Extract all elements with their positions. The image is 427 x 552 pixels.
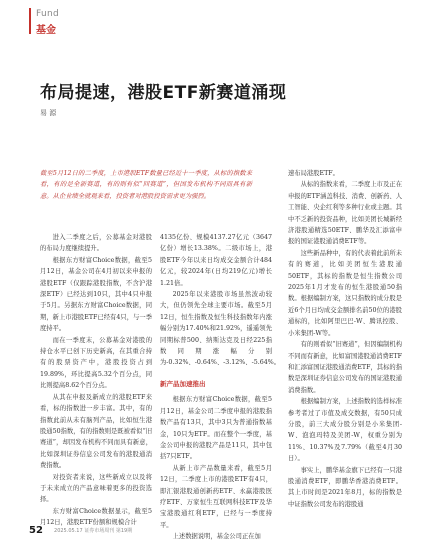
paragraph: 从标的指数来看，二季度上市及正在申报的ETF涵盖科技、消费、创新药、人工智能、央企红利等多种行业或主题。其中不乏新的投资品种，比如美团长城新经济港股通精选50ETF、鹏华及汇添富申报的国证港股通消费ETF等。 <box>288 181 402 246</box>
paragraph: 进入二季度之后，公募基金对港股的布局力度继续提升。 <box>40 234 152 253</box>
issue-info: 2025.05.17 证券市场周刊 第19期 <box>54 528 133 534</box>
paragraph: 事实上，鹏华基金旗下已经有一只港股通消费ETF，即鹏华香港消费ETF。其上市时间是2021年8月，标的指数是中证指数公司发布的港股通 <box>288 466 402 508</box>
article-title: 布局提速，港股ETF新赛道涌现 <box>40 83 287 103</box>
page-number: 52 <box>29 525 43 536</box>
paragraph: 从新上市产品数量来看，截至5月12日，二季度上市的港股ETF有4只，即汇银港股通创新药ETF、永赢港股医疗ETF、万家恒生互联网科技ETF及华宝港股通红利ETF，已经与一季度持平。 <box>160 464 272 529</box>
section-label-en: Fund <box>36 9 60 19</box>
article-abstract: 截至5月12日的二季度，上市港股ETF数量已经近十一季度，从标的指数来看，有的是全新赛道，有的则有似“回赛道”，但国发布机构不同而具有新意。从企业绩全就观来看，投资者对港股投资需求更为强烈。 <box>40 170 252 200</box>
section-subheading: 新产品加速推出 <box>160 379 206 388</box>
paragraph: 上述数据说明，基金公司正在加 <box>172 533 261 541</box>
article-author: 易 源 <box>40 109 57 117</box>
paragraph: 根据东方财富Choice数据，截至5月12日，基金公司在4月初以来申报的港股ETF（仅跟踪港股指数，不含沪港深ETF）已经达到10只，其中4只申报于5月。另据东方财富Choice数据，同期，新上市港股ETF已经有4只，与一季度持平。 <box>40 256 152 333</box>
paragraph: 速布局港股ETF。 <box>288 170 339 177</box>
section-marker <box>29 8 31 34</box>
paragraph: 有的则看似“旧赛道”，但因编制机构不同而有新意，比如富国港股通消费ETF和汇添富国证港股通消费ETF，其标的指数是深圳证券信息公司发布的国证港股通消费指数。 <box>288 341 402 394</box>
paragraph: 2025年以来港股市场虽然波动较大，但仍领先全球主要市场。截至5月12日，恒生指数及恒生科技指数年内涨幅分别为17.40%和21.92%，遥遥领先同期标普500、纳斯达克及日经225指数同期涨幅分别为-0.32%、-0.64%、-3.12%、-5.64%。 <box>160 291 281 367</box>
paragraph: 从其在申报及新成立的港股ETF来看，标的指数进一步丰富。其中，有的指数此前从未有脑列产品，比如恒生港股通50指数，有的指数则是既被看似“旧赛道”，却因发布机构不同而具有新意，比如深圳证券信息公司发布的港股通消费指数。 <box>40 393 152 470</box>
paragraph: 对投资者来说，这些新成立以及将于未来成立的产品意味着更多的投资选择。 <box>40 473 152 504</box>
paragraph: 4135亿份、规模4137.27亿元（3647亿份）增长13.38%。二级市场上，港股ETF今年以来日均成交金额合计484亿元，较2024年(日均219亿元)增长1.21倍。 <box>160 234 272 287</box>
paragraph: 这些新品种中，有的代表着此前所未有的赛道，比如美团恒生港股通50ETF，其标的指数是恒生指数公司2025年1月才发布的恒生港股通50指数。根据编制方案，这只指数的成分股是近6个月日均成交金额排名前50位的港股通标的，比如阿里巴巴-W、腾讯控股、小米集团-W等。 <box>288 249 402 337</box>
page-footer <box>29 520 132 539</box>
paragraph: 根据东方财富Choice数据，截至5月12日，基金公司二季度申报的港股指数产品有13只，其中3只为普通指数基金，10只为ETF。而在整个一季度，基金公司申报的港股产品是11只，其中包括7只ETF。 <box>160 396 272 461</box>
paragraph: 根据编制方案，上述指数的选样标准参考者过了市值及成交数据，有50只成分股，前三大成分股分别是小米集团-W、泡泡玛特及美团-W，权重分别为11%、10.37%及7.79%（截至4月30日）。 <box>288 398 402 463</box>
paragraph: 东方财富Choice数据显示，截至5月12日，港股ETF份额和规模合计 <box>40 507 152 527</box>
section-label-cn: 基金 <box>36 25 56 36</box>
text-column-2 <box>160 232 281 543</box>
text-column-3 <box>288 168 402 510</box>
text-column-1 <box>40 232 152 529</box>
paragraph: 而在一季度末，公募基金对港股的持仓水平已创下历史新高，在其重合持有的股票资产中，港股投资占到19.89%，环比提高5.32个百分点，同比则提高8.62个百分点。 <box>40 336 152 390</box>
